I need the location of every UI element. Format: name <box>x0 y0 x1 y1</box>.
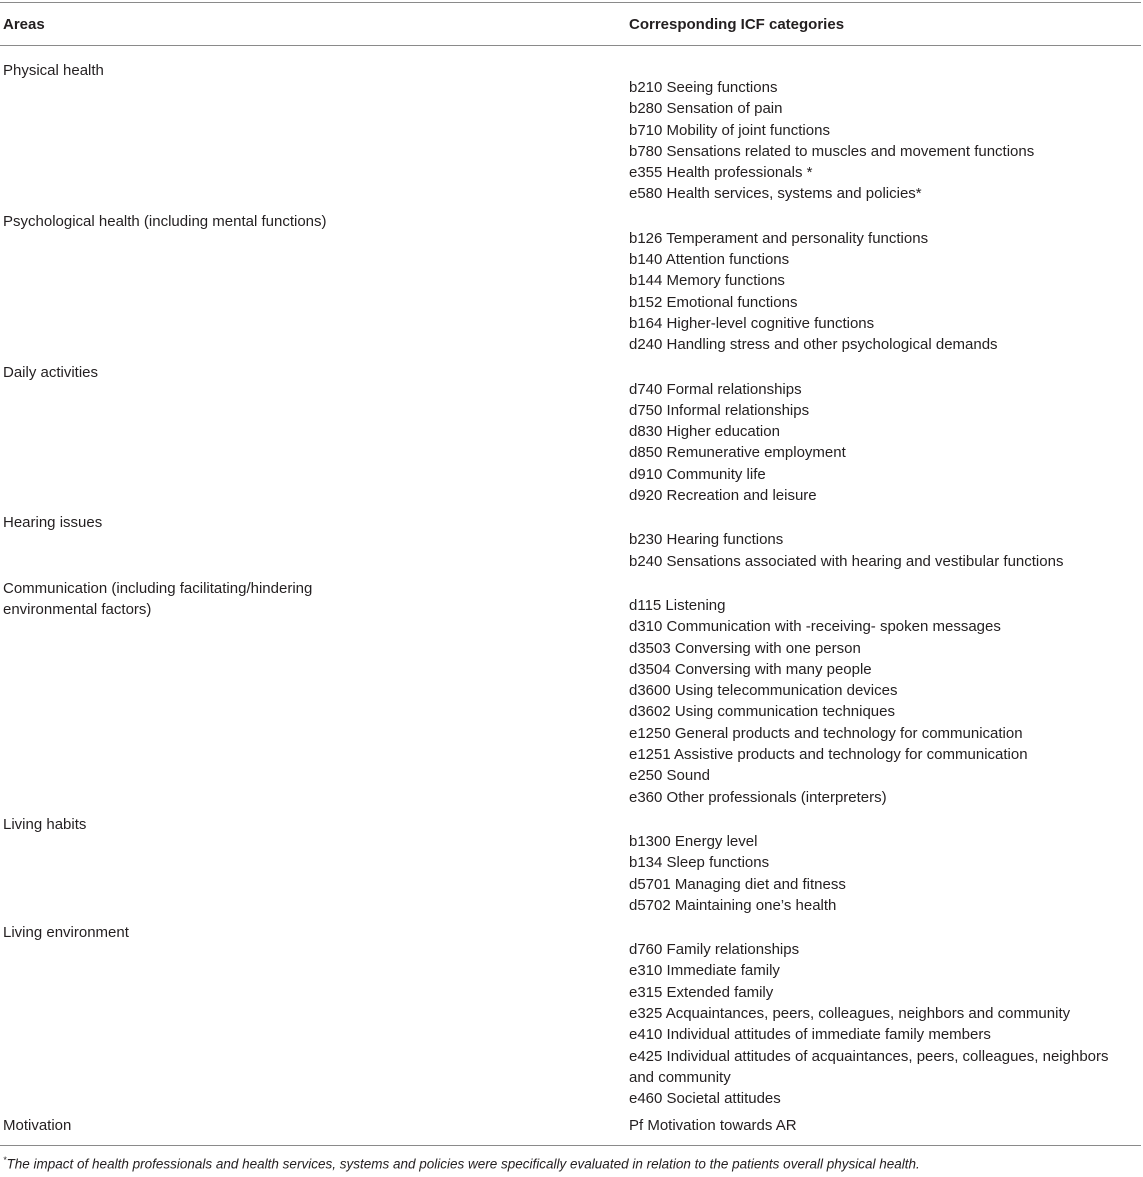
icf-category: e580 Health services, systems and policies* <box>629 185 922 203</box>
icf-cell <box>629 211 1141 356</box>
area-cell: Physical health <box>3 62 104 79</box>
table-row <box>0 207 1141 358</box>
icf-category: b230 Hearing functions <box>629 531 784 549</box>
icf-category: d750 Informal relationships <box>629 401 810 419</box>
icf-category: b710 Mobility of joint functions <box>629 121 830 139</box>
table-row <box>0 508 1141 574</box>
icf-cell <box>629 578 1141 808</box>
icf-category: e355 Health professionals * <box>629 164 813 182</box>
icf-category: d3602 Using communication techniques <box>629 703 895 721</box>
icf-cell <box>629 362 1141 507</box>
footnote-text: The impact of health professionals and health services, systems and policies were specifically evaluated in relation to the patients overall physical health. <box>6 1156 920 1172</box>
icf-category: d740 Formal relationships <box>629 380 802 398</box>
icf-category: b280 Sensation of pain <box>629 100 783 118</box>
icf-category: e250 Sound <box>629 767 710 785</box>
icf-category: b240 Sensations associated with hearing and vestibular functions <box>629 552 1064 570</box>
icf-category: e1250 General products and technology for communication <box>629 724 1023 742</box>
icf-category: d310 Communication with -receiving- spoken messages <box>629 618 1001 636</box>
icf-category: d115 Listening <box>629 596 726 614</box>
icf-category: b126 Temperament and personality functions <box>629 229 929 247</box>
footnote <box>0 1155 1141 1172</box>
icf-category: Pf Motivation towards AR <box>629 1117 797 1135</box>
icf-category: e310 Immediate family <box>629 962 780 980</box>
icf-category: d760 Family relationships <box>629 941 800 959</box>
icf-category: b152 Emotional functions <box>629 293 798 311</box>
area-cell: Communication (including facilitating/hindering environmental factors) <box>3 579 313 619</box>
area-cell: Living environment <box>3 924 129 942</box>
header-icf-categories: Corresponding ICF categories <box>629 15 845 33</box>
icf-category: e410 Individual attitudes of immediate family members <box>629 1026 991 1044</box>
icf-category: d5701 Managing diet and fitness <box>629 875 846 893</box>
area-cell: Hearing issues <box>3 514 103 532</box>
table-row <box>0 358 1141 509</box>
icf-category: e1251 Assistive products and technology for communication <box>629 746 1028 764</box>
icf-cell <box>629 512 1141 572</box>
icf-category: d830 Higher education <box>629 423 780 441</box>
table-row <box>0 1111 1141 1138</box>
icf-category: e360 Other professionals (interpreters) <box>629 788 887 806</box>
icf-category: e315 Extended family <box>629 983 774 1001</box>
icf-category: d850 Remunerative employment <box>629 444 846 462</box>
icf-cell <box>629 814 1141 916</box>
icf-category: b210 Seeing functions <box>629 79 778 96</box>
icf-category: b144 Memory functions <box>629 272 785 290</box>
icf-category: d3504 Conversing with many people <box>629 660 872 678</box>
area-cell: Motivation <box>3 1117 72 1135</box>
icf-category: b134 Sleep functions <box>629 854 770 872</box>
icf-category: d910 Community life <box>629 465 766 483</box>
icf-category: d5702 Maintaining one’s health <box>629 896 837 914</box>
icf-category: b140 Attention functions <box>629 251 790 269</box>
icf-category: d3600 Using telecommunication devices <box>629 682 898 700</box>
table-row <box>0 574 1141 810</box>
icf-category: b164 Higher-level cognitive functions <box>629 314 875 332</box>
footnote-marker: * <box>3 1154 7 1165</box>
area-cell: Psychological health (including mental functions) <box>3 212 327 230</box>
area-cell: Living habits <box>3 815 87 833</box>
icf-category: d920 Recreation and leisure <box>629 487 817 505</box>
icf-cell <box>629 922 1141 1109</box>
bottom-rule <box>0 1145 1141 1146</box>
table-body <box>0 46 1141 1139</box>
area-cell: Daily activities <box>3 363 99 381</box>
icf-category: d240 Handling stress and other psychological demands <box>629 336 998 354</box>
table-row <box>0 46 1141 207</box>
icf-cell <box>629 60 1141 205</box>
icf-category: b780 Sensations related to muscles and movement functions <box>629 142 1035 160</box>
table-row <box>0 918 1141 1111</box>
icf-cell <box>629 1115 1141 1136</box>
table-row <box>0 810 1141 918</box>
icf-category: d3503 Conversing with one person <box>629 639 861 657</box>
icf-category: e460 Societal attitudes <box>629 1090 781 1108</box>
table-header <box>0 3 1141 46</box>
icf-category: e425 Individual attitudes of acquaintances, peers, colleagues, neighbors and community <box>629 1047 1109 1086</box>
icf-category: e325 Acquaintances, peers, colleagues, neighbors and community <box>629 1004 1071 1022</box>
header-areas: Areas <box>3 15 45 33</box>
icf-category: b1300 Energy level <box>629 832 758 850</box>
